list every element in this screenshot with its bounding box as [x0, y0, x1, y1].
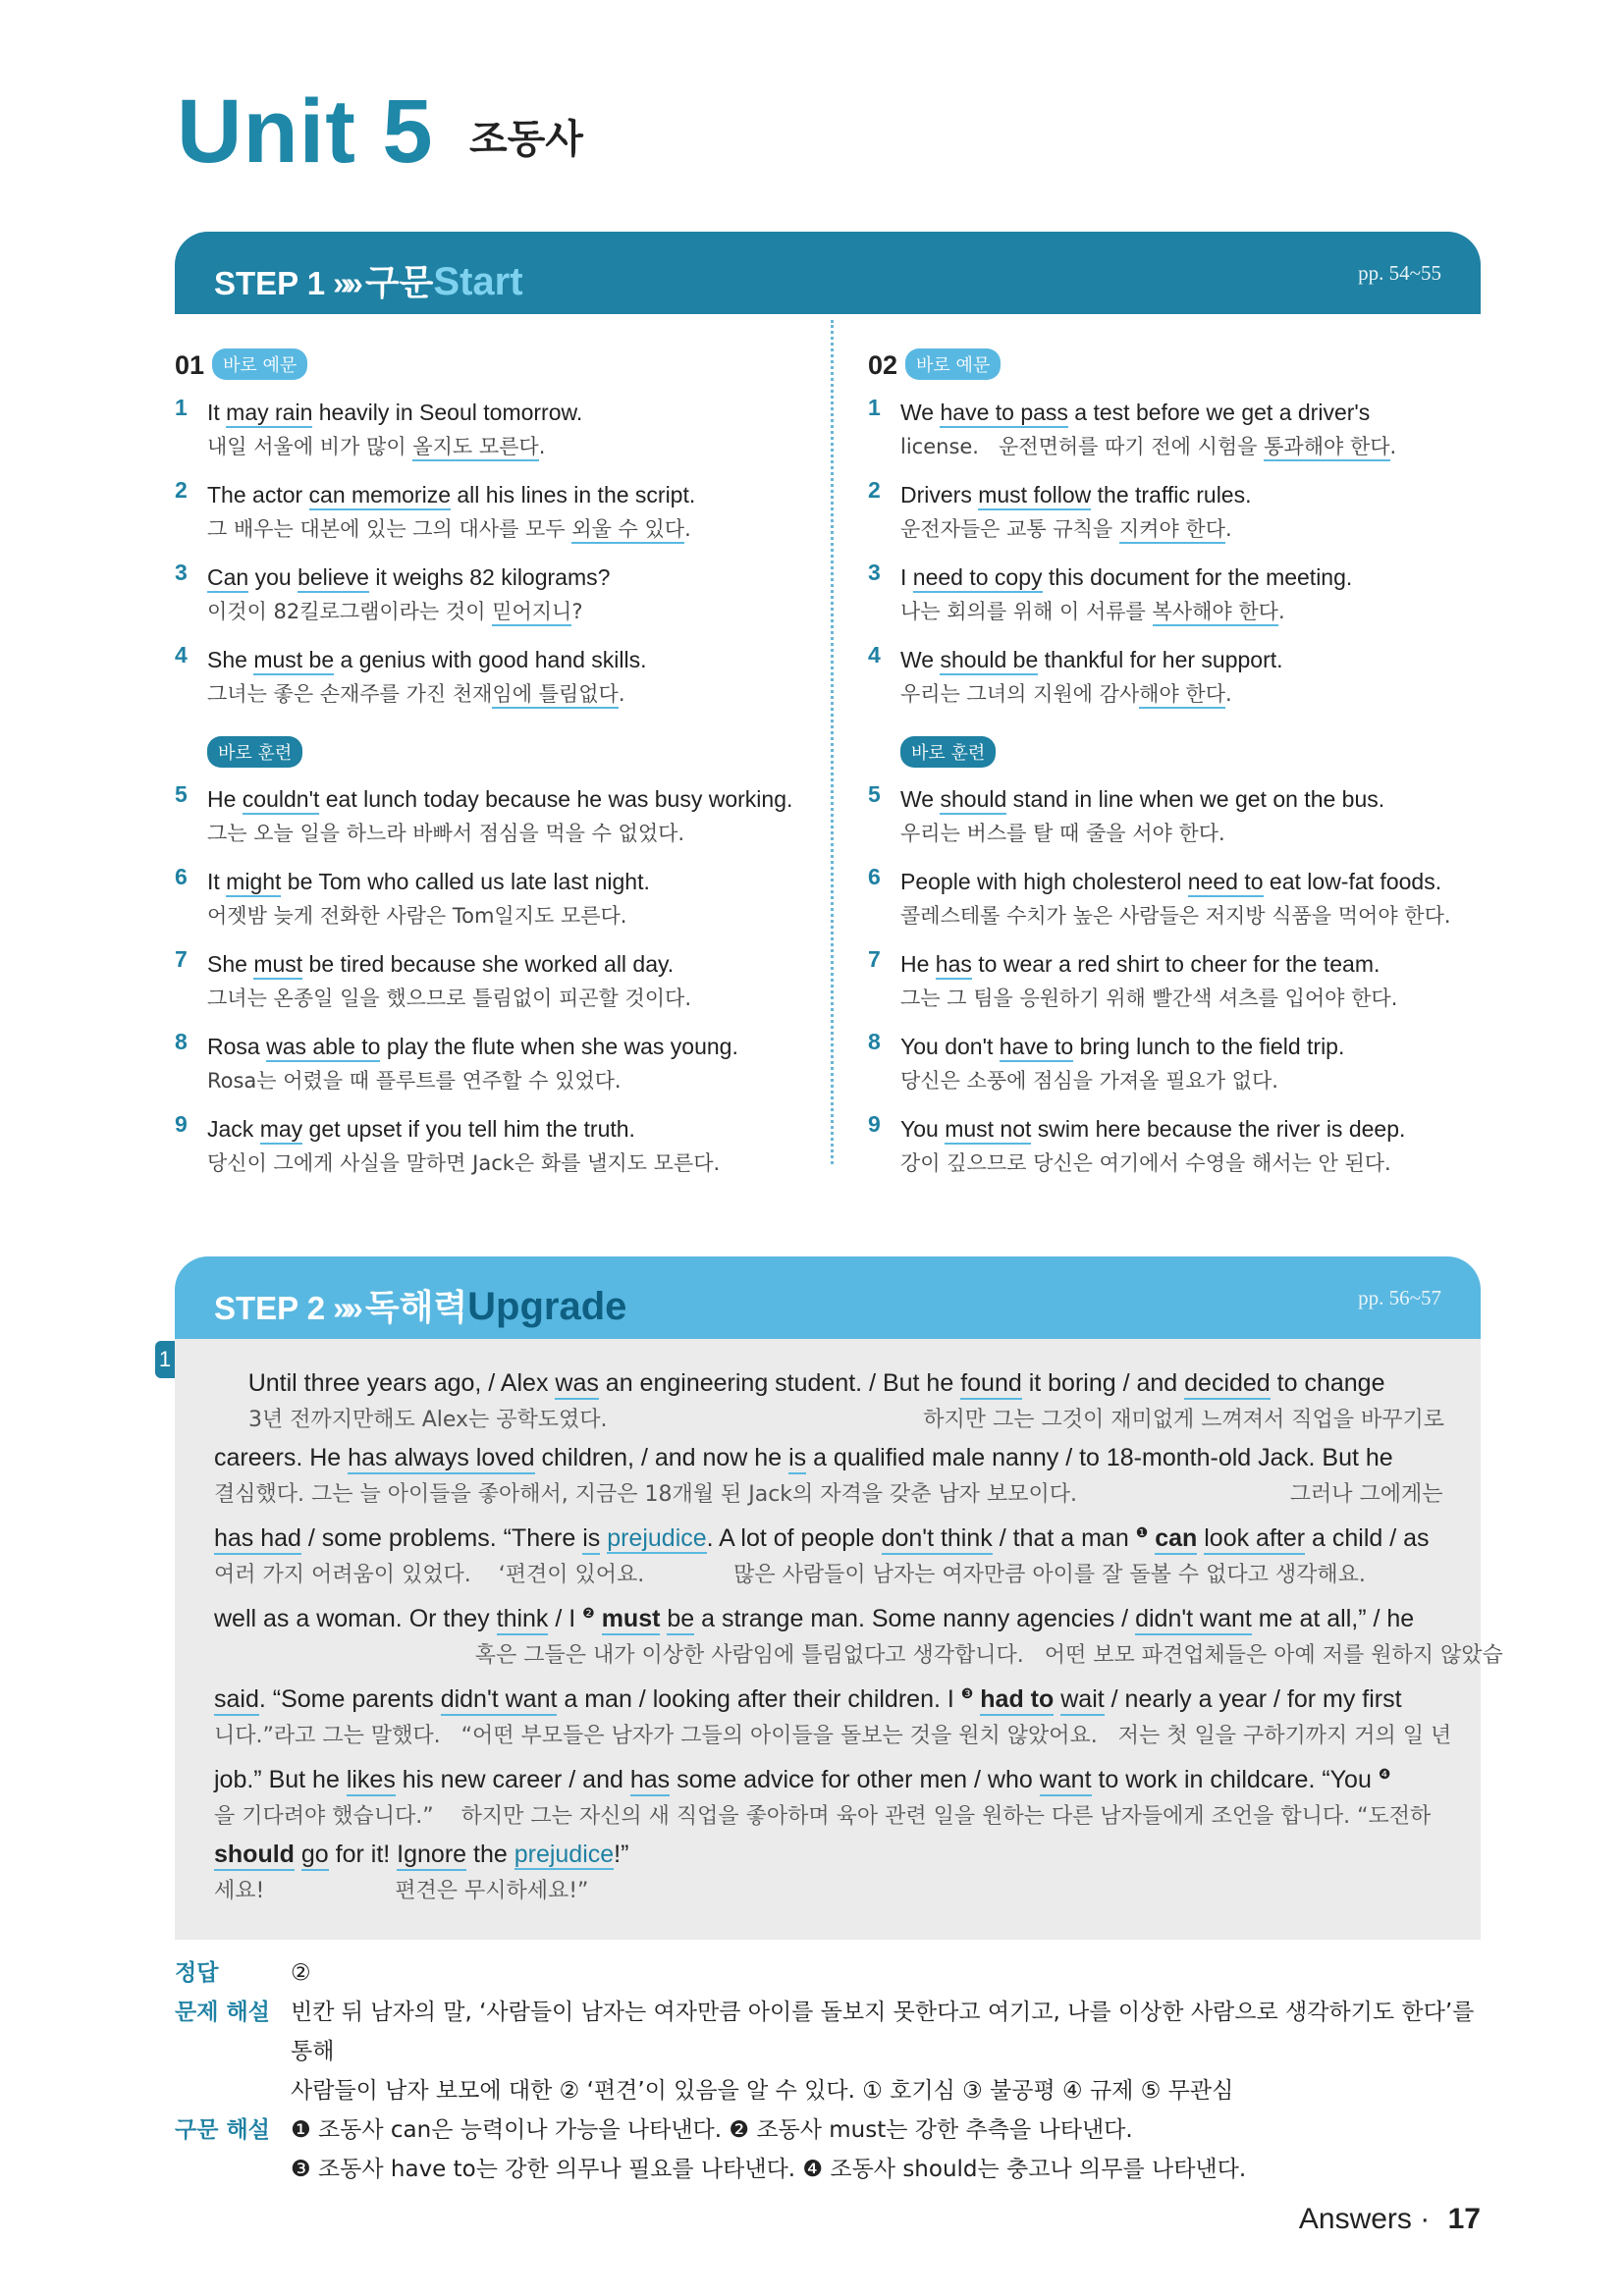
english-sentence: You don't have to bring lunch to the field trip.: [900, 1029, 1496, 1064]
q01-practice-item-8: [175, 1029, 803, 1097]
item-number: 4: [175, 642, 188, 667]
item-number: 8: [175, 1029, 188, 1054]
item-number: 5: [868, 781, 881, 807]
korean-translation: 내일 서울에 비가 많이 올지도 모른다.: [207, 430, 803, 463]
korean-translation: 어젯밤 늦게 전화한 사람은 Tom일지도 모른다.: [207, 904, 627, 928]
q02-practice-badge: 바로 훈련: [900, 736, 996, 768]
english-sentence: He couldn't eat lunch today because he was busy working.: [207, 781, 803, 817]
korean-translation: 이것이 82킬로그램이라는 것이 믿어지니?: [207, 595, 803, 628]
step1-left-column: [175, 348, 803, 1180]
korean-translation: 당신은 소풍에 점심을 가져올 필요가 없다.: [900, 1069, 1278, 1093]
syntax-row: [175, 2110, 1490, 2189]
passage-line-6: job.” But he likes his new career / and has some advice for other men / who want to work in childcare. “You $^❹$: [214, 1755, 1446, 1798]
step1-arrows-icon: »»: [333, 265, 357, 301]
page-number: 17: [1447, 2203, 1481, 2235]
step1-pages: pp. 54~55: [1358, 261, 1441, 285]
step1-label: [214, 255, 523, 305]
explain-row: [175, 1993, 1490, 2110]
q01-practice-item-7: [175, 946, 803, 1015]
passage-translation-5: 니다.”라고 그는 말했다. “어떤 부모들은 남자가 그들의 아이들을 돌보는 것을 원치 않았어요. 저는 첫 일을 구하기까지 거의 일 년: [214, 1724, 1452, 1748]
item-number: 1: [868, 395, 881, 420]
unit-title: Unit 5: [177, 81, 434, 182]
step2-title-en: Upgrade: [467, 1285, 627, 1328]
answer-row: [175, 1953, 1490, 1993]
korean-translation: 그녀는 좋은 손재주를 가진 천재임에 틀림없다.: [207, 677, 803, 711]
passage-line-3: has had / some problems. “There is prejudice. A lot of people don't think / that a man $^❶$ can look after a child / as: [214, 1514, 1446, 1557]
passage-translation-3: 여러 가지 어려움이 있었다. ‘편견이 있어요. 많은 사람들이 남자는 여자만큼 아이를 잘 돌볼 수 없다고 생각해요.: [214, 1563, 1366, 1587]
footer-dot: ·: [1420, 2203, 1431, 2235]
answer-value: ②: [291, 1960, 311, 1986]
q01-example-list: [175, 395, 803, 711]
passage-line-2: careers. He has always loved children, / and now he is a qualified male nanny / to 18-month-old Jack. But he: [214, 1439, 1446, 1476]
page-footer: [1299, 2203, 1481, 2236]
korean-translation: 그는 오늘 일을 하느라 바빠서 점심을 먹을 수 없었다.: [207, 822, 685, 845]
korean-translation: 그녀는 온종일 일을 했으므로 틀림없이 피곤할 것이다.: [207, 987, 692, 1010]
step1-title-en: Start: [433, 260, 523, 303]
item-number: 7: [175, 946, 188, 972]
english-sentence: I need to copy this document for the meeting.: [900, 560, 1496, 595]
step2-pages: pp. 56~57: [1358, 1286, 1441, 1309]
item-number: 5: [175, 781, 188, 807]
q01-practice-item-9: [175, 1111, 803, 1180]
q01-practice-list: [175, 781, 803, 1180]
korean-translation: 우리는 그녀의 지원에 감사해야 한다.: [900, 677, 1496, 711]
q01-example-item-2: [175, 477, 803, 546]
korean-translation: 강이 깊으므로 당신은 여기에서 수영을 해서는 안 된다.: [900, 1151, 1391, 1175]
korean-translation: 운전자들은 교통 규칙을 지켜야 한다.: [900, 512, 1496, 546]
q01-example-item-3: [175, 560, 803, 628]
explain-label: 문제 해설: [175, 2000, 270, 2025]
english-sentence: You must not swim here because the river is deep.: [900, 1111, 1496, 1147]
step2-label: [214, 1280, 626, 1330]
q01-example-item-4: [175, 642, 803, 711]
footer-label: Answers: [1298, 2203, 1412, 2235]
english-sentence: We should stand in line when we get on the bus.: [900, 781, 1496, 817]
english-sentence: She must be tired because she worked all day.: [207, 946, 803, 982]
korean-translation: 당신이 그에게 사실을 말하면 Jack은 화를 낼지도 모른다.: [207, 1151, 721, 1175]
q01-practice-item-5: [175, 781, 803, 850]
english-sentence: He has to wear a red shirt to cheer for the team.: [900, 946, 1496, 982]
q02-practice-list: [868, 781, 1496, 1180]
step2-header-bar: [175, 1256, 1481, 1339]
unit-subtitle: 조동사: [469, 117, 583, 162]
answers-section: [175, 1953, 1490, 2189]
q02-example-item-4: [868, 642, 1496, 711]
korean-translation: 그는 그 팀을 응원하기 위해 빨간색 셔츠를 입어야 한다.: [900, 987, 1398, 1010]
syntax-line-2: ❸ 조동사 have to는 강한 의무나 필요를 나타낸다. ❹ 조동사 should는 충고나 의무를 나타낸다.: [291, 2157, 1247, 2182]
item-number: 8: [868, 1029, 881, 1054]
english-sentence: We should be thankful for her support.: [900, 642, 1496, 677]
passage-translation-1: 3년 전까지만해도 Alex는 공학도였다. 하지만 그는 그것이 재미없게 느껴져서 직업을 바꾸기로: [214, 1408, 1444, 1432]
q02-practice-heading: [868, 736, 1496, 768]
korean-translation: license. 운전면허를 따기 전에 시험을 통과해야 한다.: [900, 430, 1496, 463]
column-divider: [831, 320, 834, 1164]
english-sentence: The actor can memorize all his lines in the script.: [207, 477, 803, 512]
item-number: 7: [868, 946, 881, 972]
q01-practice-heading: [175, 736, 803, 768]
step1-number: STEP 1: [214, 265, 326, 301]
q02-example-list: [868, 395, 1496, 711]
reading-passage: [214, 1364, 1503, 1910]
syntax-line-1: ❶ 조동사 can은 능력이나 가능을 나타낸다. ❷ 조동사 must는 강한 추측을 나타낸다.: [291, 2117, 1133, 2143]
q01-practice-badge: 바로 훈련: [207, 736, 302, 768]
q01-practice-item-6: [175, 864, 803, 933]
q02-practice-item-6: [868, 864, 1496, 933]
passage-line-7: should go for it! Ignore the prejudice!”: [214, 1836, 1446, 1873]
syntax-label: 구문 해설: [175, 2117, 270, 2143]
english-sentence: Can you believe it weighs 82 kilograms?: [207, 560, 803, 595]
item-number: 9: [175, 1111, 188, 1137]
answer-label: 정답: [175, 1960, 219, 1986]
step2-number: STEP 2: [214, 1290, 326, 1326]
q02-example-item-3: [868, 560, 1496, 628]
step1-header-bar: [175, 232, 1481, 314]
item-number: 1: [175, 395, 188, 420]
passage-translation-4: 혹은 그들은 내가 이상한 사람임에 틀림없다고 생각합니다. 어떤 보모 파견업체들은 아예 저를 원하지 않았습: [214, 1643, 1503, 1668]
korean-translation: Rosa는 어렸을 때 플루트를 연주할 수 있었다.: [207, 1069, 622, 1093]
korean-translation: 우리는 버스를 탈 때 줄을 서야 한다.: [900, 822, 1225, 845]
english-sentence: Jack may get upset if you tell him the truth.: [207, 1111, 803, 1147]
q01-example-item-1: [175, 395, 803, 463]
english-sentence: It might be Tom who called us late last night.: [207, 864, 803, 899]
item-number: 3: [175, 560, 188, 585]
english-sentence: People with high cholesterol need to eat low-fat foods.: [900, 864, 1496, 899]
passage-translation-2: 결심했다. 그는 늘 아이들을 좋아해서, 지금은 18개월 된 Jack의 자격을 갖춘 남자 보모이다. 그러나 그에게는: [214, 1482, 1443, 1507]
q02-practice-item-5: [868, 781, 1496, 850]
q02-example-badge: 바로 예문: [905, 348, 1001, 380]
item-number: 6: [175, 864, 188, 889]
step1-title-ko: 구문: [364, 262, 434, 302]
q02-practice-item-7: [868, 946, 1496, 1015]
item-number: 9: [868, 1111, 881, 1137]
english-sentence: Drivers must follow the traffic rules.: [900, 477, 1496, 512]
step2-arrows-icon: »»: [333, 1290, 357, 1326]
q01-example-badge: 바로 예문: [212, 348, 307, 380]
item-number: 6: [868, 864, 881, 889]
passage-number: 1: [155, 1341, 175, 1378]
step2-title-ko: 독해력: [364, 1287, 468, 1327]
explain-line-2: 사람들이 남자 보모에 대한 ② ‘편견’이 있음을 알 수 있다. ① 호기심 ③ 불공평 ④ 규제 ⑤ 무관심: [291, 2078, 1234, 2104]
q01-number: 01: [175, 350, 205, 380]
passage-line-5: said. “Some parents didn't want a man / looking after their children. I $^❸$ had to wait / nearly a year / for my first: [214, 1675, 1446, 1718]
item-number: 3: [868, 560, 881, 585]
q02-example-item-1: [868, 395, 1496, 463]
q01-heading: [175, 348, 803, 381]
q02-heading: [868, 348, 1496, 381]
item-number: 2: [175, 477, 188, 503]
passage-translation-6: 을 기다려야 했습니다.” 하지만 그는 자신의 새 직업을 좋아하며 육아 관련 일을 원하는 다른 남자들에게 조언을 합니다. “도전하: [214, 1804, 1432, 1829]
english-sentence: It may rain heavily in Seoul tomorrow.: [207, 395, 803, 430]
passage-translation-7: 세요! 편견은 무시하세요!”: [214, 1879, 589, 1903]
q02-practice-item-8: [868, 1029, 1496, 1097]
explain-line-1: 빈칸 뒤 남자의 말, ‘사람들이 남자는 여자만큼 아이를 돌보지 못한다고 여기고, 나를 이상한 사람으로 생각하기도 한다’를 통해: [291, 2000, 1475, 2064]
item-number: 2: [868, 477, 881, 503]
english-sentence: She must be a genius with good hand skills.: [207, 642, 803, 677]
korean-translation: 그 배우는 대본에 있는 그의 대사를 모두 외울 수 있다.: [207, 512, 803, 546]
q02-example-item-2: [868, 477, 1496, 546]
passage-line-4: well as a woman. Or they think / I $^❷$ must be a strange man. Some nanny agencies / didn't want me at all,” / he: [214, 1594, 1446, 1637]
korean-translation: 콜레스테롤 수치가 높은 사람들은 저지방 식품을 먹어야 한다.: [900, 904, 1451, 928]
english-sentence: We have to pass a test before we get a driver's: [900, 395, 1496, 430]
korean-translation: 나는 회의를 위해 이 서류를 복사해야 한다.: [900, 595, 1496, 628]
step1-right-column: [868, 348, 1496, 1180]
passage-line-1: Until three years ago, / Alex was an engineering student. / But he found it boring / and decided to change: [214, 1364, 1446, 1402]
item-number: 4: [868, 642, 881, 667]
q02-practice-item-9: [868, 1111, 1496, 1180]
english-sentence: Rosa was able to play the flute when she was young.: [207, 1029, 803, 1064]
q02-number: 02: [868, 350, 898, 380]
